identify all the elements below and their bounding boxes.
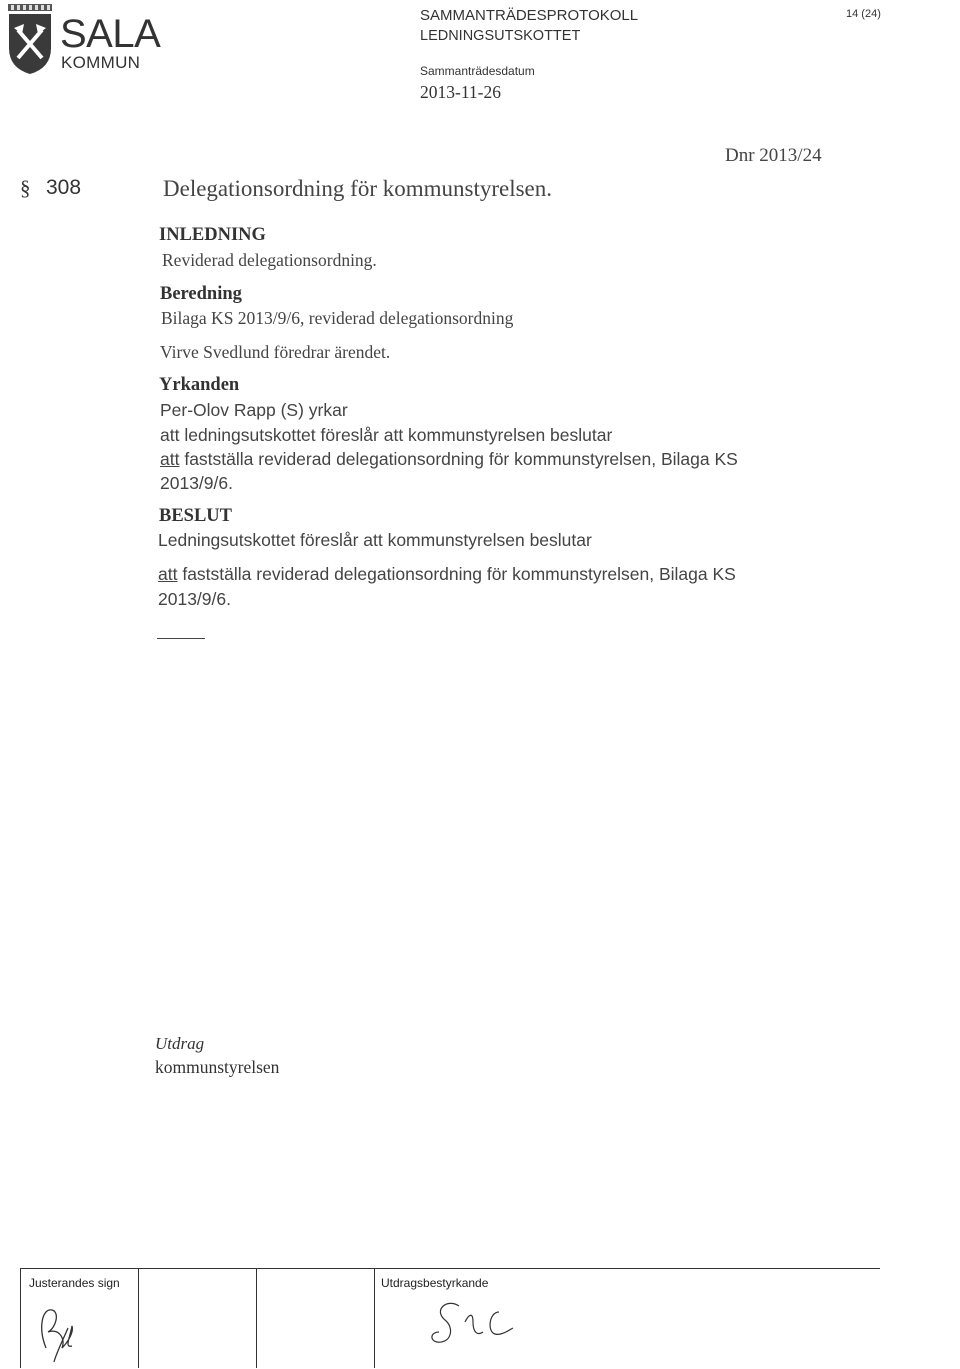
heading-inledning: INLEDNING (159, 225, 266, 245)
utdrag-recipient: kommunstyrelsen (155, 1057, 280, 1077)
beslut-line-2-continued: 2013/9/6. (158, 589, 231, 609)
meeting-date: 2013-11-26 (420, 82, 502, 102)
heading-beslut: BESLUT (159, 506, 233, 526)
handwritten-signature-certification (425, 1292, 535, 1352)
beslut-line-2-text: fastställa reviderad delegationsordning för kommunstyrelsen, Bilaga KS (177, 564, 736, 584)
yrkanden-line-1: att ledningsutskottet föreslår att kommunstyrelsen beslutar (160, 425, 613, 445)
att-keyword: att (158, 564, 178, 584)
yrkanden-line-2-continued: 2013/9/6. (160, 473, 233, 493)
logo-name: SALA (60, 12, 161, 56)
section-sign: § (20, 176, 31, 200)
yrkanden-proposer: Per-Olov Rapp (S) yrkar (160, 400, 348, 420)
beslut-line-2 (158, 564, 736, 585)
beslut-line-1: Ledningsutskottet föreslår att kommunstyrelsen beslutar (158, 530, 592, 550)
item-title: Delegationsordning för kommunstyrelsen. (163, 176, 553, 201)
table-divider (374, 1269, 375, 1368)
beredning-presenter: Virve Svedlund föredrar ärendet. (160, 342, 391, 362)
handwritten-signature-initials (32, 1298, 92, 1364)
inledning-text: Reviderad delegationsordning. (162, 250, 377, 270)
diary-number: Dnr 2013/24 (725, 145, 822, 166)
paragraph-number: 308 (46, 176, 82, 199)
att-keyword: att (160, 449, 180, 469)
yrkanden-line-2 (160, 449, 738, 470)
page-number: 14 (24) (846, 8, 881, 20)
utdrag-label: Utdrag (155, 1034, 205, 1053)
table-divider (256, 1269, 257, 1368)
beredning-attachment: Bilaga KS 2013/9/6, reviderad delegationsordning (161, 308, 514, 328)
end-rule-divider (157, 638, 205, 639)
table-divider (20, 1269, 21, 1368)
meeting-date-label: Sammanträdesdatum (420, 64, 535, 78)
heading-beredning: Beredning (160, 284, 242, 304)
table-divider (138, 1269, 139, 1368)
coat-of-arms-logo (6, 4, 54, 74)
utdragsbestyrkande-label: Utdragsbestyrkande (381, 1276, 489, 1290)
heading-yrkanden: Yrkanden (159, 375, 240, 395)
justerande-sign-label: Justerandes sign (29, 1276, 120, 1290)
committee-name: LEDNINGSUTSKOTTET (420, 28, 581, 44)
document-type: SAMMANTRÄDESPROTOKOLL (420, 7, 639, 24)
logo-subtitle: KOMMUN (61, 53, 141, 72)
yrkanden-line-2-text: fastställa reviderad delegationsordning för kommunstyrelsen, Bilaga KS (179, 449, 738, 469)
